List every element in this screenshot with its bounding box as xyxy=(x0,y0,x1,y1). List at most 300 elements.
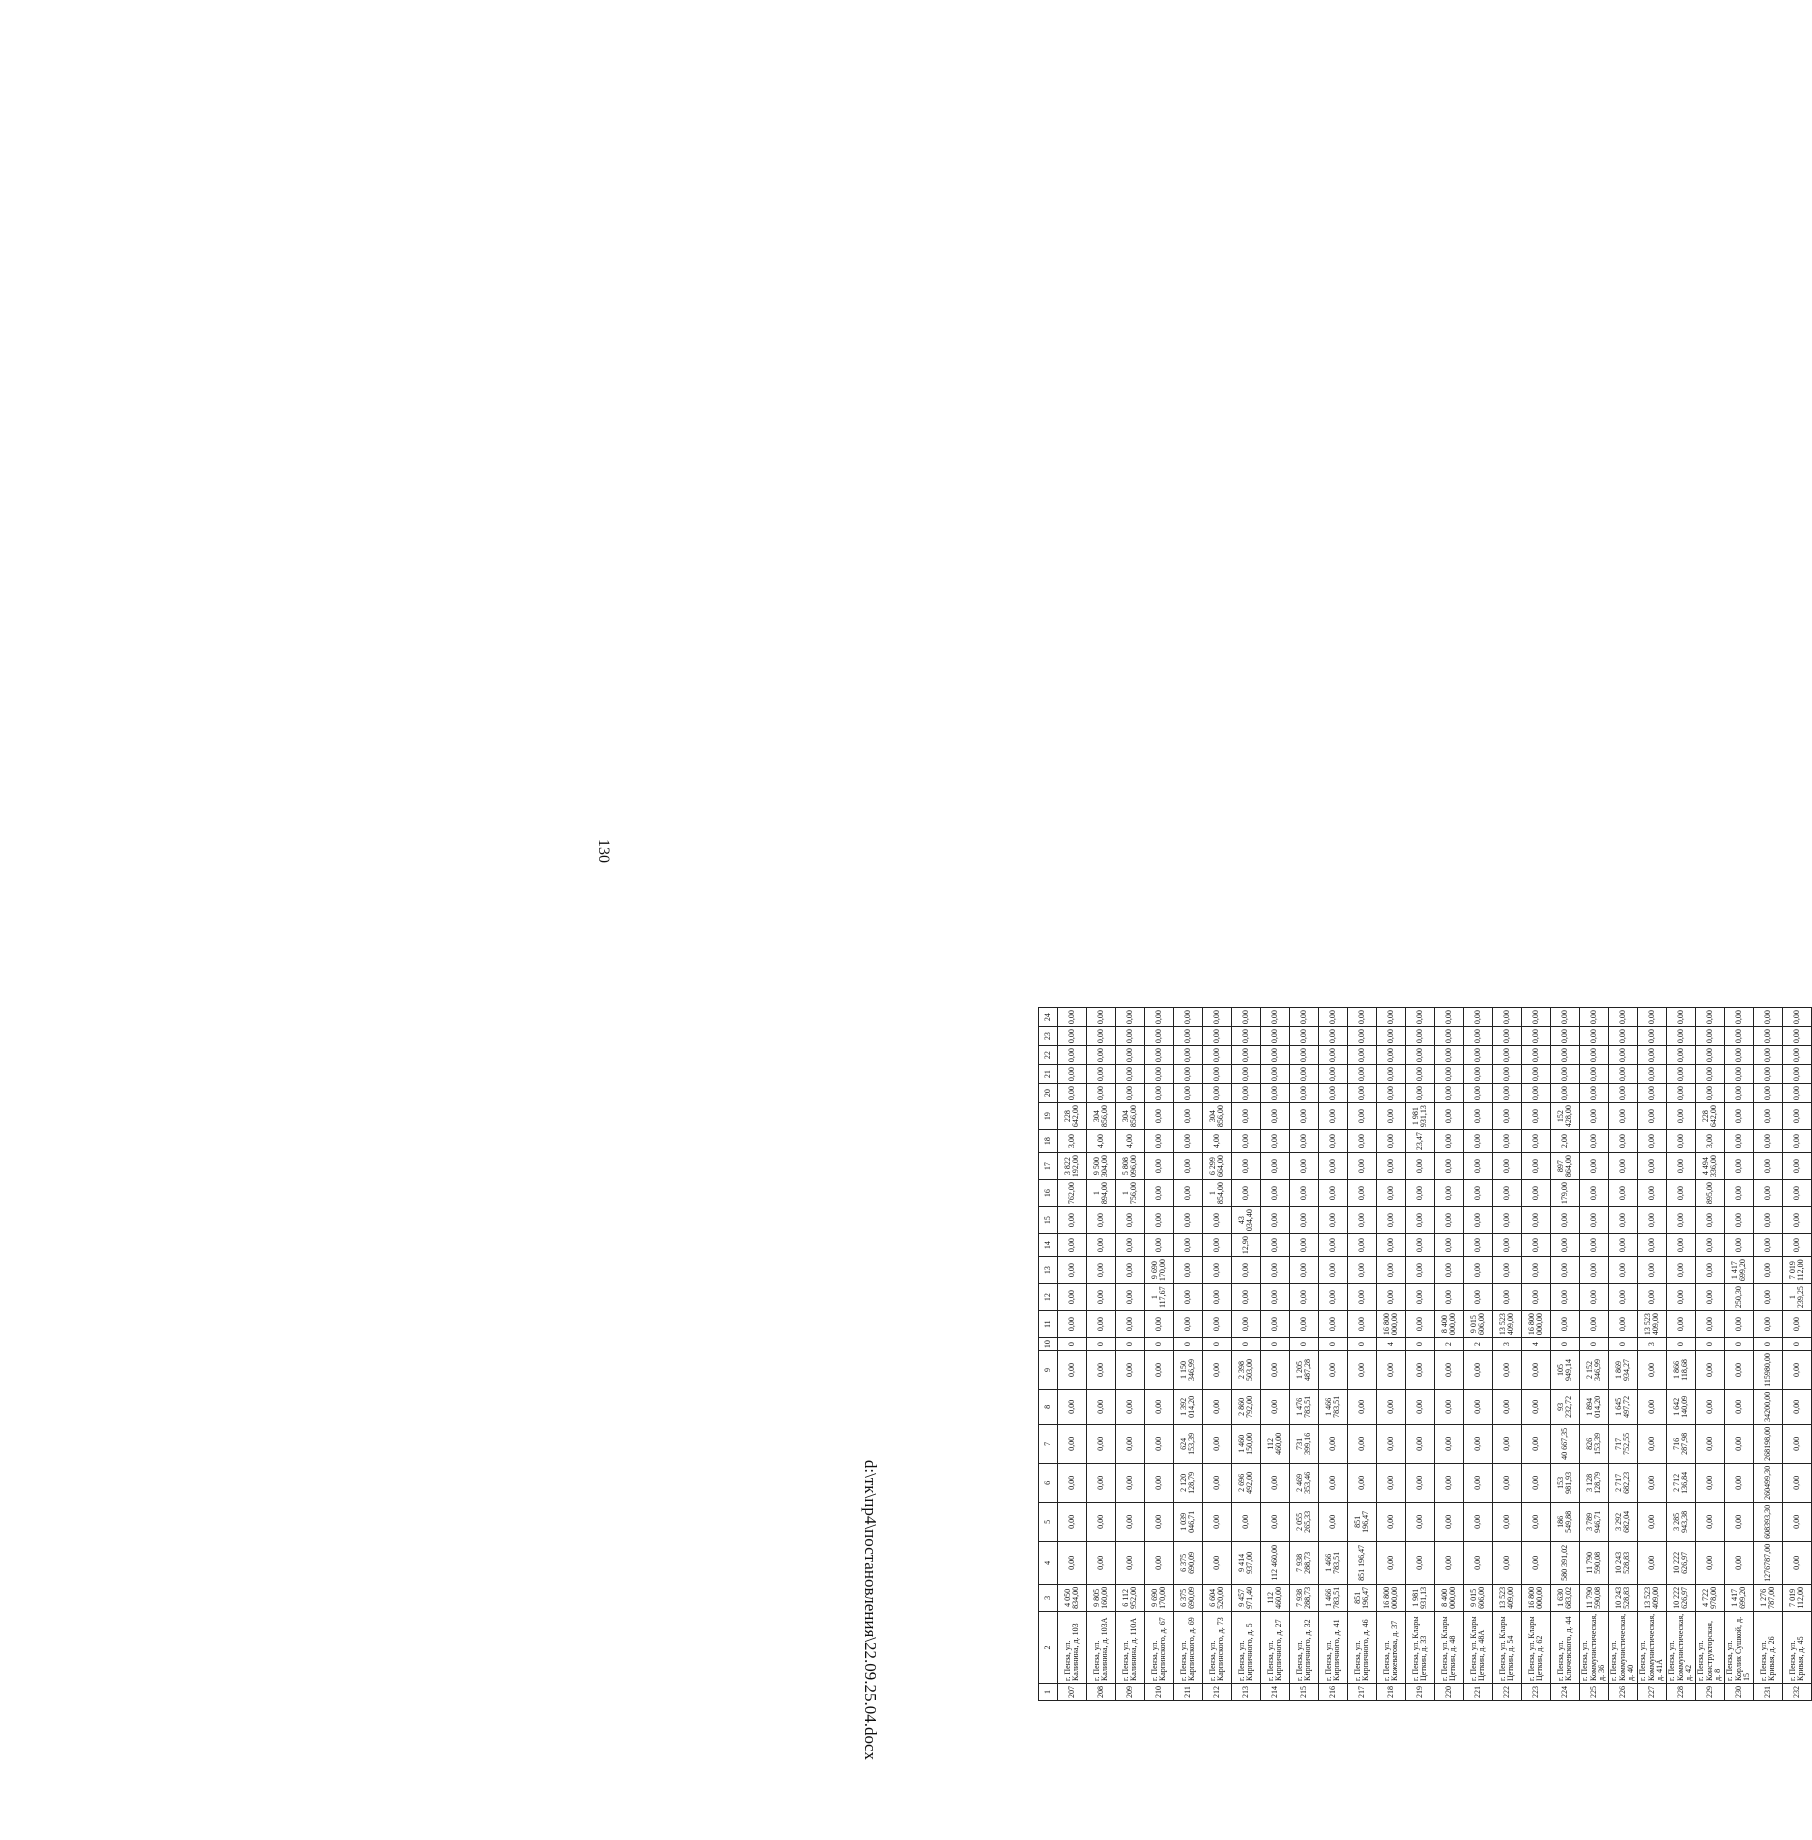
table-cell-col-1: 208 xyxy=(1087,1684,1116,1701)
table-row xyxy=(1435,1008,1464,1701)
table-cell-col-17: 4 494 336,00 xyxy=(1696,1153,1725,1180)
table-cell-col-21: 0,00 xyxy=(1783,1065,1812,1084)
table-cell-col-2: г. Пенза, ул. Кирпичного, д. 27 xyxy=(1261,1611,1290,1683)
table-cell-col-19: 304 856,00 xyxy=(1203,1103,1232,1130)
table-cell-col-16: 1 894,00 xyxy=(1087,1180,1116,1207)
column-header-21: 21 xyxy=(1039,1065,1058,1084)
table-cell-col-10: 3 xyxy=(1493,1338,1522,1351)
table-cell-col-11: 0,00 xyxy=(1058,1311,1087,1338)
table-cell-col-11: 0,00 xyxy=(1145,1311,1174,1338)
table-cell-col-18: 0,00 xyxy=(1464,1130,1493,1153)
table-cell-col-14: 0,00 xyxy=(1696,1234,1725,1257)
table-cell-col-24: 0,00 xyxy=(1522,1008,1551,1027)
table-cell-col-3: 1 417 699,20 xyxy=(1725,1584,1754,1611)
table-cell-col-13: 0,00 xyxy=(1551,1257,1580,1284)
table-cell-col-2: г. Пенза, ул. Калинина, д. 103 xyxy=(1058,1611,1087,1683)
table-cell-col-1: 213 xyxy=(1232,1684,1261,1701)
table-cell-col-10: 0 xyxy=(1696,1338,1725,1351)
table-cell-col-24: 0,00 xyxy=(1435,1008,1464,1027)
table-cell-col-19: 0,00 xyxy=(1493,1103,1522,1130)
table-cell-col-24: 0,00 xyxy=(1667,1008,1696,1027)
column-header-14: 14 xyxy=(1039,1234,1058,1257)
table-cell-col-12: 0,00 xyxy=(1580,1284,1609,1311)
table-cell-col-13: 7 019 112,00 xyxy=(1783,1257,1812,1284)
table-cell-col-8: 0,00 xyxy=(1261,1389,1290,1424)
table-cell-col-11: 13 523 409,00 xyxy=(1493,1311,1522,1338)
table-cell-col-17: 0,00 xyxy=(1464,1153,1493,1180)
table-cell-col-21: 0,00 xyxy=(1667,1065,1696,1084)
column-header-1: 1 xyxy=(1039,1684,1058,1701)
table-cell-col-3: 7 938 288,73 xyxy=(1290,1584,1319,1611)
table-cell-col-9: 115980,00 xyxy=(1754,1351,1783,1390)
table-cell-col-22: 0,00 xyxy=(1580,1046,1609,1065)
table-cell-col-10: 0 xyxy=(1406,1338,1435,1351)
table-cell-col-1: 223 xyxy=(1522,1684,1551,1701)
table-cell-col-7: 268198,00 xyxy=(1754,1424,1783,1463)
table-cell-col-6: 0,00 xyxy=(1522,1463,1551,1502)
table-cell-col-8: 0,00 xyxy=(1087,1389,1116,1424)
table-cell-col-6: 0,00 xyxy=(1087,1463,1116,1502)
table-cell-col-6: 0,00 xyxy=(1348,1463,1377,1502)
table-cell-col-5: 0,00 xyxy=(1203,1502,1232,1541)
table-cell-col-20: 0,00 xyxy=(1116,1084,1145,1103)
table-cell-col-16: 179,00 xyxy=(1551,1180,1580,1207)
table-cell-col-2: г. Пенза, ул. Калинина, д. 103А xyxy=(1087,1611,1116,1683)
table-cell-col-5: 3 285 943,38 xyxy=(1667,1502,1696,1541)
table-cell-col-22: 0,00 xyxy=(1406,1046,1435,1065)
table-cell-col-7: 112 460,00 xyxy=(1261,1424,1290,1463)
table-cell-col-2: г. Пенза, ул. Кирпичного, д. 46 xyxy=(1348,1611,1377,1683)
table-cell-col-5: 0,00 xyxy=(1058,1502,1087,1541)
table-cell-col-11: 0,00 xyxy=(1667,1311,1696,1338)
table-cell-col-23: 0,00 xyxy=(1551,1027,1580,1046)
table-cell-col-5: 0,00 xyxy=(1319,1502,1348,1541)
table-cell-col-9: 1 866 118,68 xyxy=(1667,1351,1696,1390)
table-cell-col-23: 0,00 xyxy=(1232,1027,1261,1046)
table-cell-col-9: 0,00 xyxy=(1493,1351,1522,1390)
table-cell-col-9: 0,00 xyxy=(1203,1351,1232,1390)
table-cell-col-4: 11 790 590,08 xyxy=(1580,1541,1609,1584)
table-cell-col-3: 13 523 409,00 xyxy=(1493,1584,1522,1611)
table-cell-col-9: 1 869 934,27 xyxy=(1609,1351,1638,1390)
table-cell-col-13: 0,00 xyxy=(1580,1257,1609,1284)
table-cell-col-24: 0,00 xyxy=(1754,1008,1783,1027)
table-cell-col-12: 0,00 xyxy=(1638,1284,1667,1311)
table-cell-col-7: 0,00 xyxy=(1319,1424,1348,1463)
table-cell-col-13: 0,00 xyxy=(1232,1257,1261,1284)
table-cell-col-21: 0,00 xyxy=(1464,1065,1493,1084)
column-header-3: 3 xyxy=(1039,1584,1058,1611)
table-cell-col-24: 0,00 xyxy=(1725,1008,1754,1027)
table-cell-col-8: 0,00 xyxy=(1406,1389,1435,1424)
table-cell-col-13: 9 690 170,00 xyxy=(1145,1257,1174,1284)
table-row xyxy=(1290,1008,1319,1701)
column-header-10: 10 xyxy=(1039,1338,1058,1351)
table-cell-col-23: 0,00 xyxy=(1696,1027,1725,1046)
table-cell-col-24: 0,00 xyxy=(1609,1008,1638,1027)
table-cell-col-17: 0,00 xyxy=(1783,1153,1812,1180)
table-cell-col-16: 895,00 xyxy=(1696,1180,1725,1207)
table-cell-col-13: 0,00 xyxy=(1754,1257,1783,1284)
table-cell-col-23: 0,00 xyxy=(1319,1027,1348,1046)
table-cell-col-15: 0,00 xyxy=(1174,1207,1203,1234)
table-cell-col-14: 0,00 xyxy=(1319,1234,1348,1257)
table-cell-col-8: 0,00 xyxy=(1145,1389,1174,1424)
table-cell-col-24: 0,00 xyxy=(1783,1008,1812,1027)
table-cell-col-10: 0 xyxy=(1725,1338,1754,1351)
table-cell-col-3: 9 805 160,00 xyxy=(1087,1584,1116,1611)
table-cell-col-10: 0 xyxy=(1116,1338,1145,1351)
table-cell-col-3: 1 981 931,13 xyxy=(1406,1584,1435,1611)
table-cell-col-4: 7 938 288,73 xyxy=(1290,1541,1319,1584)
table-cell-col-24: 0,00 xyxy=(1261,1008,1290,1027)
table-cell-col-2: г. Пенза, ул. Корлик Сушкой, д. 15 xyxy=(1725,1611,1754,1683)
table-cell-col-19: 304 856,00 xyxy=(1116,1103,1145,1130)
table-cell-col-1: 215 xyxy=(1290,1684,1319,1701)
table-cell-col-4: 10 222 626,97 xyxy=(1667,1541,1696,1584)
table-cell-col-24: 0,00 xyxy=(1232,1008,1261,1027)
table-cell-col-11: 0,00 xyxy=(1232,1311,1261,1338)
table-cell-col-10: 4 xyxy=(1522,1338,1551,1351)
table-cell-col-1: 209 xyxy=(1116,1684,1145,1701)
table-cell-col-12: 0,00 xyxy=(1609,1284,1638,1311)
table-cell-col-20: 0,00 xyxy=(1435,1084,1464,1103)
column-header-6: 6 xyxy=(1039,1463,1058,1502)
table-cell-col-8: 0,00 xyxy=(1725,1389,1754,1424)
table-cell-col-23: 0,00 xyxy=(1116,1027,1145,1046)
table-cell-col-8: 93 232,72 xyxy=(1551,1389,1580,1424)
table-cell-col-13: 1 417 699,20 xyxy=(1725,1257,1754,1284)
table-cell-col-18: 0,00 xyxy=(1783,1130,1812,1153)
table-cell-col-24: 0,00 xyxy=(1464,1008,1493,1027)
table-cell-col-19: 0,00 xyxy=(1783,1103,1812,1130)
table-cell-col-5: 0,00 xyxy=(1725,1502,1754,1541)
table-cell-col-8: 0,00 xyxy=(1522,1389,1551,1424)
table-cell-col-23: 0,00 xyxy=(1522,1027,1551,1046)
table-cell-col-10: 0 xyxy=(1261,1338,1290,1351)
table-cell-col-12: 0,00 xyxy=(1058,1284,1087,1311)
column-header-4: 4 xyxy=(1039,1541,1058,1584)
table-cell-col-2: г. Пенза, ул. Карпинского, д. 69 xyxy=(1174,1611,1203,1683)
table-cell-col-21: 0,00 xyxy=(1174,1065,1203,1084)
table-cell-col-4: 851 196,47 xyxy=(1348,1541,1377,1584)
table-cell-col-9: 0,00 xyxy=(1464,1351,1493,1390)
table-cell-col-12: 0,00 xyxy=(1464,1284,1493,1311)
table-cell-col-6: 2 717 682,23 xyxy=(1609,1463,1638,1502)
table-cell-col-3: 9 015 606,00 xyxy=(1464,1584,1493,1611)
table-cell-col-2: г. Пенза, ул. Карпинского, д. 67 xyxy=(1145,1611,1174,1683)
table-cell-col-5: 0,00 xyxy=(1696,1502,1725,1541)
table-cell-col-18: 3,00 xyxy=(1696,1130,1725,1153)
table-cell-col-14: 12,90 xyxy=(1232,1234,1261,1257)
table-cell-col-9: 0,00 xyxy=(1348,1351,1377,1390)
table-cell-col-2: г. Пенза, ул. Коммунистическая, д. 40 xyxy=(1609,1611,1638,1683)
table-cell-col-15: 0,00 xyxy=(1754,1207,1783,1234)
column-header-22: 22 xyxy=(1039,1046,1058,1065)
table-cell-col-12: 0,00 xyxy=(1377,1284,1406,1311)
table-cell-col-21: 0,00 xyxy=(1725,1065,1754,1084)
table-cell-col-14: 0,00 xyxy=(1638,1234,1667,1257)
table-cell-col-14: 0,00 xyxy=(1551,1234,1580,1257)
table-cell-col-15: 0,00 xyxy=(1464,1207,1493,1234)
table-cell-col-3: 16 800 000,00 xyxy=(1377,1584,1406,1611)
table-cell-col-4: 0,00 xyxy=(1435,1541,1464,1584)
table-cell-col-10: 0 xyxy=(1551,1338,1580,1351)
table-cell-col-12: 1 117,67 xyxy=(1145,1284,1174,1311)
table-cell-col-21: 0,00 xyxy=(1261,1065,1290,1084)
table-cell-col-15: 0,00 xyxy=(1145,1207,1174,1234)
table-cell-col-1: 219 xyxy=(1406,1684,1435,1701)
table-cell-col-15: 0,00 xyxy=(1261,1207,1290,1234)
table-cell-col-2: г. Пенза, ул. Клары Цеткин, д. 62 xyxy=(1522,1611,1551,1683)
table-cell-col-13: 0,00 xyxy=(1203,1257,1232,1284)
table-cell-col-16: 0,00 xyxy=(1145,1180,1174,1207)
table-cell-col-19: 0,00 xyxy=(1522,1103,1551,1130)
page-number: 130 xyxy=(595,839,612,863)
table-row xyxy=(1377,1008,1406,1701)
table-cell-col-16: 0,00 xyxy=(1638,1180,1667,1207)
table-cell-col-7: 0,00 xyxy=(1087,1424,1116,1463)
footer-file-path: d:\тк\пр4\постановления\22.09.25.04.docx xyxy=(861,1459,880,1761)
table-cell-col-2: г. Пенза, ул. Кривая, д. 26 xyxy=(1754,1611,1783,1683)
table-cell-col-20: 0,00 xyxy=(1348,1084,1377,1103)
table-cell-col-10: 0 xyxy=(1232,1338,1261,1351)
table-cell-col-5: 0,00 xyxy=(1435,1502,1464,1541)
table-cell-col-3: 8 400 000,00 xyxy=(1435,1584,1464,1611)
table-cell-col-5: 0,00 xyxy=(1493,1502,1522,1541)
table-cell-col-2: г. Пенза, ул. Коммунистическая, д. 41А xyxy=(1638,1611,1667,1683)
table-cell-col-3: 1 276 787,00 xyxy=(1754,1584,1783,1611)
table-cell-col-7: 0,00 xyxy=(1116,1424,1145,1463)
table-cell-col-2: г. Пенза, ул. Коммунистическая, д. 36 xyxy=(1580,1611,1609,1683)
table-cell-col-7: 826 153,39 xyxy=(1580,1424,1609,1463)
table-cell-col-3: 4 722 978,00 xyxy=(1696,1584,1725,1611)
table-cell-col-9: 0,00 xyxy=(1406,1351,1435,1390)
table-cell-col-13: 0,00 xyxy=(1319,1257,1348,1284)
table-cell-col-21: 0,00 xyxy=(1348,1065,1377,1084)
table-cell-col-6: 0,00 xyxy=(1377,1463,1406,1502)
table-cell-col-18: 0,00 xyxy=(1493,1130,1522,1153)
column-header-19: 19 xyxy=(1039,1103,1058,1130)
table-cell-col-13: 0,00 xyxy=(1058,1257,1087,1284)
table-cell-col-15: 0,00 xyxy=(1203,1207,1232,1234)
table-cell-col-6: 0,00 xyxy=(1319,1463,1348,1502)
table-cell-col-12: 0,00 xyxy=(1087,1284,1116,1311)
table-cell-col-16: 0,00 xyxy=(1493,1180,1522,1207)
table-cell-col-20: 0,00 xyxy=(1493,1084,1522,1103)
table-cell-col-1: 218 xyxy=(1377,1684,1406,1701)
table-cell-col-13: 0,00 xyxy=(1435,1257,1464,1284)
table-cell-col-22: 0,00 xyxy=(1319,1046,1348,1065)
table-cell-col-21: 0,00 xyxy=(1203,1065,1232,1084)
table-cell-col-11: 0,00 xyxy=(1261,1311,1290,1338)
table-cell-col-17: 0,00 xyxy=(1609,1153,1638,1180)
table-cell-col-17: 3 822 192,00 xyxy=(1058,1153,1087,1180)
table-cell-col-20: 0,00 xyxy=(1754,1084,1783,1103)
table-cell-col-6: 0,00 xyxy=(1261,1463,1290,1502)
table-cell-col-20: 0,00 xyxy=(1319,1084,1348,1103)
table-cell-col-16: 0,00 xyxy=(1580,1180,1609,1207)
table-cell-col-4: 1276787,00 xyxy=(1754,1541,1783,1584)
table-cell-col-9: 0,00 xyxy=(1116,1351,1145,1390)
table-cell-col-23: 0,00 xyxy=(1058,1027,1087,1046)
table-cell-col-19: 0,00 xyxy=(1435,1103,1464,1130)
table-cell-col-2: г. Пенза, ул. Ключевского, д. 44 xyxy=(1551,1611,1580,1683)
table-cell-col-12: 0,00 xyxy=(1406,1284,1435,1311)
table-cell-col-22: 0,00 xyxy=(1058,1046,1087,1065)
table-cell-col-15: 0,00 xyxy=(1348,1207,1377,1234)
table-row xyxy=(1580,1008,1609,1701)
table-row xyxy=(1754,1008,1783,1701)
data-table xyxy=(1038,1007,1812,1701)
table-cell-col-12: 1 239,25 xyxy=(1783,1284,1812,1311)
table-cell-col-3: 6 112 952,00 xyxy=(1116,1584,1145,1611)
table-cell-col-5: 0,00 xyxy=(1464,1502,1493,1541)
table-cell-col-11: 0,00 xyxy=(1609,1311,1638,1338)
table-cell-col-22: 0,00 xyxy=(1087,1046,1116,1065)
table-cell-col-23: 0,00 xyxy=(1754,1027,1783,1046)
table-cell-col-7: 731 399,16 xyxy=(1290,1424,1319,1463)
table-cell-col-24: 0,00 xyxy=(1377,1008,1406,1027)
table-cell-col-11: 0,00 xyxy=(1406,1311,1435,1338)
table-cell-col-12: 0,00 xyxy=(1290,1284,1319,1311)
table-cell-col-19: 0,00 xyxy=(1290,1103,1319,1130)
table-cell-col-14: 0,00 xyxy=(1580,1234,1609,1257)
table-cell-col-5: 3 789 946,71 xyxy=(1580,1502,1609,1541)
table-cell-col-14: 0,00 xyxy=(1377,1234,1406,1257)
table-cell-col-17: 0,00 xyxy=(1522,1153,1551,1180)
table-cell-col-18: 3,00 xyxy=(1058,1130,1087,1153)
table-cell-col-17: 0,00 xyxy=(1725,1153,1754,1180)
table-cell-col-21: 0,00 xyxy=(1435,1065,1464,1084)
table-cell-col-12: 0,00 xyxy=(1116,1284,1145,1311)
table-cell-col-6: 260499,30 xyxy=(1754,1463,1783,1502)
table-cell-col-13: 0,00 xyxy=(1290,1257,1319,1284)
table-cell-col-23: 0,00 xyxy=(1087,1027,1116,1046)
table-cell-col-9: 2 398 503,00 xyxy=(1232,1351,1261,1390)
table-cell-col-20: 0,00 xyxy=(1145,1084,1174,1103)
table-cell-col-6: 153 981,93 xyxy=(1551,1463,1580,1502)
table-row xyxy=(1261,1008,1290,1701)
table-cell-col-22: 0,00 xyxy=(1435,1046,1464,1065)
table-cell-col-14: 0,00 xyxy=(1116,1234,1145,1257)
table-cell-col-12: 0,00 xyxy=(1493,1284,1522,1311)
table-cell-col-19: 0,00 xyxy=(1232,1103,1261,1130)
table-cell-col-17: 0,00 xyxy=(1754,1153,1783,1180)
table-cell-col-23: 0,00 xyxy=(1667,1027,1696,1046)
table-row xyxy=(1145,1008,1174,1701)
table-cell-col-8: 1 466 783,51 xyxy=(1319,1389,1348,1424)
table-cell-col-20: 0,00 xyxy=(1464,1084,1493,1103)
table-cell-col-24: 0,00 xyxy=(1551,1008,1580,1027)
table-cell-col-5: 0,00 xyxy=(1145,1502,1174,1541)
table-cell-col-7: 0,00 xyxy=(1493,1424,1522,1463)
table-row xyxy=(1609,1008,1638,1701)
table-cell-col-23: 0,00 xyxy=(1377,1027,1406,1046)
table-cell-col-15: 0,00 xyxy=(1087,1207,1116,1234)
table-cell-col-5: 851 196,47 xyxy=(1348,1502,1377,1541)
table-cell-col-1: 211 xyxy=(1174,1684,1203,1701)
table-cell-col-18: 4,00 xyxy=(1203,1130,1232,1153)
table-cell-col-2: г. Пенза, ул. Конструкторская, д. 8 xyxy=(1696,1611,1725,1683)
table-cell-col-9: 0,00 xyxy=(1319,1351,1348,1390)
table-cell-col-2: г. Пенза, ул. Калинина, д. 110А xyxy=(1116,1611,1145,1683)
table-cell-col-13: 0,00 xyxy=(1174,1257,1203,1284)
table-cell-col-21: 0,00 xyxy=(1696,1065,1725,1084)
table-cell-col-19: 0,00 xyxy=(1348,1103,1377,1130)
table-cell-col-16: 1 854,00 xyxy=(1203,1180,1232,1207)
table-cell-col-20: 0,00 xyxy=(1580,1084,1609,1103)
table-cell-col-9: 0,00 xyxy=(1377,1351,1406,1390)
table-cell-col-11: 16 800 000,00 xyxy=(1522,1311,1551,1338)
table-cell-col-12: 0,00 xyxy=(1203,1284,1232,1311)
table-cell-col-22: 0,00 xyxy=(1609,1046,1638,1065)
table-cell-col-11: 0,00 xyxy=(1116,1311,1145,1338)
table-cell-col-18: 0,00 xyxy=(1377,1130,1406,1153)
table-cell-col-17: 0,00 xyxy=(1290,1153,1319,1180)
table-cell-col-22: 0,00 xyxy=(1783,1046,1812,1065)
table-cell-col-21: 0,00 xyxy=(1406,1065,1435,1084)
table-cell-col-23: 0,00 xyxy=(1609,1027,1638,1046)
column-header-16: 16 xyxy=(1039,1180,1058,1207)
table-cell-col-7: 0,00 xyxy=(1464,1424,1493,1463)
table-cell-col-17: 0,00 xyxy=(1232,1153,1261,1180)
table-cell-col-12: 0,00 xyxy=(1435,1284,1464,1311)
table-row xyxy=(1116,1008,1145,1701)
table-cell-col-16: 0,00 xyxy=(1377,1180,1406,1207)
table-cell-col-16: 0,00 xyxy=(1754,1180,1783,1207)
column-header-9: 9 xyxy=(1039,1351,1058,1390)
table-cell-col-15: 0,00 xyxy=(1609,1207,1638,1234)
table-cell-col-6: 2 696 492,00 xyxy=(1232,1463,1261,1502)
table-cell-col-17: 0,00 xyxy=(1174,1153,1203,1180)
table-cell-col-1: 207 xyxy=(1058,1684,1087,1701)
table-cell-col-1: 231 xyxy=(1754,1684,1783,1701)
table-cell-col-21: 0,00 xyxy=(1145,1065,1174,1084)
table-row xyxy=(1058,1008,1087,1701)
column-header-5: 5 xyxy=(1039,1502,1058,1541)
table-cell-col-4: 0,00 xyxy=(1464,1541,1493,1584)
table-cell-col-13: 0,00 xyxy=(1116,1257,1145,1284)
table-cell-col-24: 0,00 xyxy=(1406,1008,1435,1027)
table-cell-col-17: 5 808 096,00 xyxy=(1116,1153,1145,1180)
table-cell-col-8: 0,00 xyxy=(1348,1389,1377,1424)
table-cell-col-15: 0,00 xyxy=(1319,1207,1348,1234)
table-cell-col-3: 1 466 783,51 xyxy=(1319,1584,1348,1611)
table-cell-col-6: 0,00 xyxy=(1435,1463,1464,1502)
table-cell-col-2: г. Пенза, ул. Кирпичного, д. 41 xyxy=(1319,1611,1348,1683)
table-cell-col-23: 0,00 xyxy=(1203,1027,1232,1046)
table-cell-col-7: 0,00 xyxy=(1348,1424,1377,1463)
table-cell-col-14: 0,00 xyxy=(1435,1234,1464,1257)
table-cell-col-22: 0,00 xyxy=(1551,1046,1580,1065)
table-cell-col-3: 6 604 520,00 xyxy=(1203,1584,1232,1611)
table-cell-col-13: 0,00 xyxy=(1377,1257,1406,1284)
table-cell-col-10: 0 xyxy=(1609,1338,1638,1351)
table-cell-col-10: 4 xyxy=(1377,1338,1406,1351)
table-cell-col-2: г. Пенза, ул. Кирпичного, д. 32 xyxy=(1290,1611,1319,1683)
table-cell-col-18: 0,00 xyxy=(1174,1130,1203,1153)
table-cell-col-24: 0,00 xyxy=(1290,1008,1319,1027)
table-cell-col-3: 16 800 000,00 xyxy=(1522,1584,1551,1611)
table-cell-col-16: 0,00 xyxy=(1522,1180,1551,1207)
table-cell-col-11: 0,00 xyxy=(1319,1311,1348,1338)
table-cell-col-10: 0 xyxy=(1058,1338,1087,1351)
table-cell-col-20: 0,00 xyxy=(1667,1084,1696,1103)
table-row xyxy=(1667,1008,1696,1701)
table-cell-col-5: 0,00 xyxy=(1087,1502,1116,1541)
table-cell-col-19: 0,00 xyxy=(1377,1103,1406,1130)
